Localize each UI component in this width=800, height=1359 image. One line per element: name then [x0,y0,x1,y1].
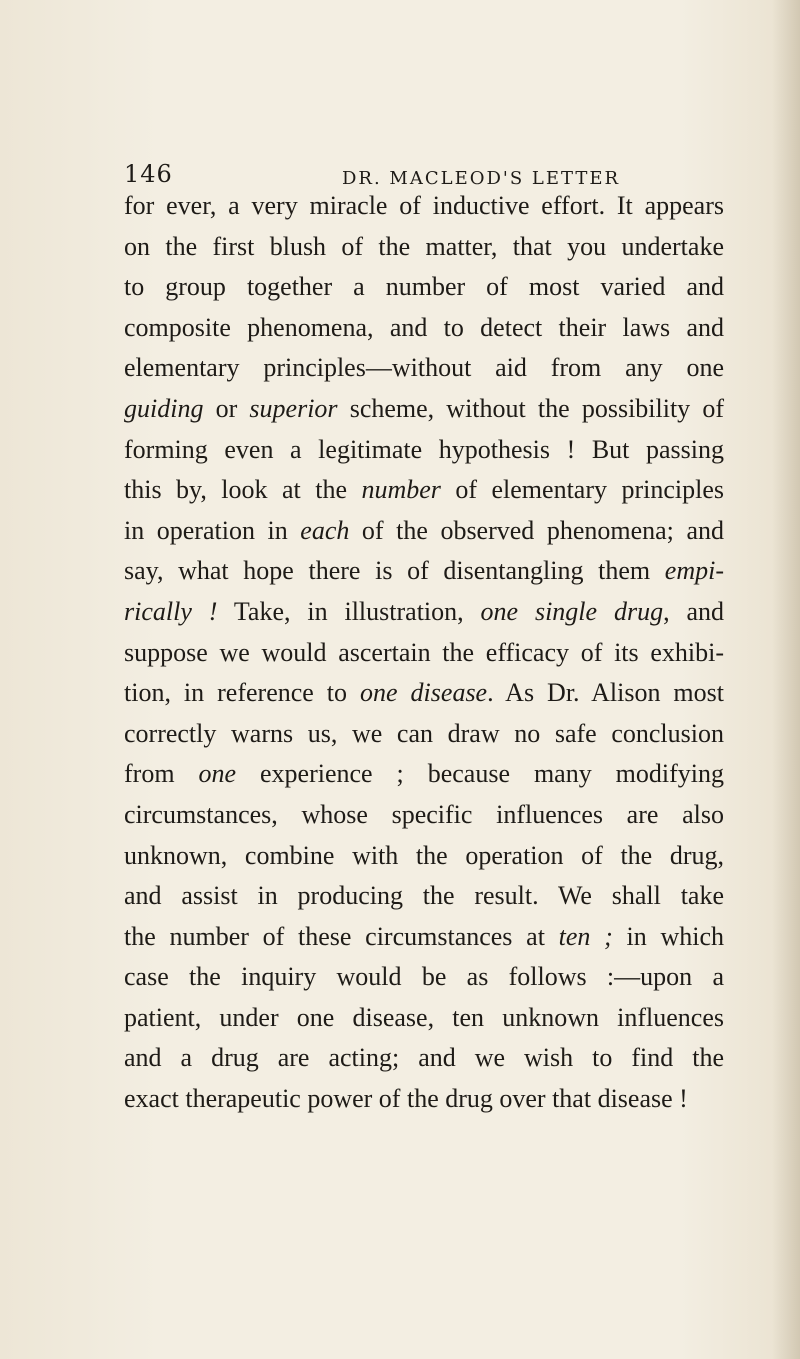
italic-text: superior [249,393,338,423]
text-line [124,957,724,998]
text-segment: . As Dr. Alison most [487,678,724,708]
text-segment: of the observed phenomena; and [349,515,724,545]
text-line [124,998,724,1039]
text-segment: in operation in [124,515,301,545]
text-segment: say, what hope there is of disentangling them [124,556,665,586]
text-line [124,308,724,349]
text-segment: composite phenomena, and to detect their laws and [124,312,724,342]
text-line [124,754,724,795]
text-line [124,1038,724,1079]
text-line [124,267,724,308]
text-segment: patient, under one disease, ten unknown influences [124,1002,724,1032]
text-segment: of elementary principles [440,475,724,505]
text-segment: for ever, a very miracle of inductive effort. It appears [124,191,724,220]
text-segment: in which [612,921,725,951]
text-segment: scheme, without the possibility of [337,393,724,423]
text-line [124,673,724,714]
text-line [124,348,724,389]
text-line [124,795,724,836]
text-line [124,430,724,471]
italic-text: guiding [124,393,204,423]
text-segment: Take, in illustration, [217,596,481,626]
text-line [124,836,724,877]
page-edge-shadow [772,0,800,1359]
text-segment: to group together a number of most varied and [124,272,724,302]
text-line [124,389,724,430]
running-head: DR. MACLEOD'S LETTER [342,168,621,189]
italic-text: number [361,475,441,505]
text-segment: from [124,759,199,789]
text-segment: or [203,393,250,423]
italic-text: ten ; [558,921,613,951]
text-line [124,876,724,917]
text-line [124,511,724,552]
text-segment: and a drug are acting; and we wish to find the [124,1043,724,1073]
text-segment: forming even a legitimate hypothesis ! But passing [124,434,724,464]
text-segment: suppose we would ascertain the efficacy of its exhibi- [124,637,724,667]
text-line [124,917,724,958]
text-line [124,551,724,592]
italic-text: each [300,515,350,545]
text-segment: correctly warns us, we can draw no safe conclusion [124,718,724,748]
text-segment: tion, in reference to [124,678,361,708]
text-segment: circumstances, whose specific influences are also [124,799,724,829]
italic-text: rically ! [124,596,218,626]
text-segment: exact therapeutic power of the drug over that disease ! [124,1084,688,1114]
text-line [124,714,724,755]
text-segment: experience ; because many modifying [236,759,724,789]
text-line [124,186,724,227]
text-segment: and assist in producing the result. We shall take [124,881,724,911]
italic-text: one [198,759,237,789]
text-segment: case the inquiry would be as follows :—upon a [124,962,724,992]
text-line [124,633,724,674]
text-line [124,1079,724,1120]
italic-text: one disease [360,678,488,708]
text-line [124,470,724,511]
text-segment: , and [663,596,725,626]
text-line [124,227,724,268]
italic-text: empi- [664,556,724,586]
body-text [124,186,724,1120]
text-segment: unknown, combine with the operation of the drug, [124,840,724,870]
text-segment: this by, look at the [124,475,362,505]
text-segment: on the first blush of the matter, that you undertake [124,231,724,261]
text-segment: elementary principles—without aid from any one [124,353,724,383]
text-line [124,592,724,633]
page-number: 146 [124,160,173,188]
italic-text: one single drug [480,596,664,626]
text-segment: the number of these circumstances at [124,921,559,951]
